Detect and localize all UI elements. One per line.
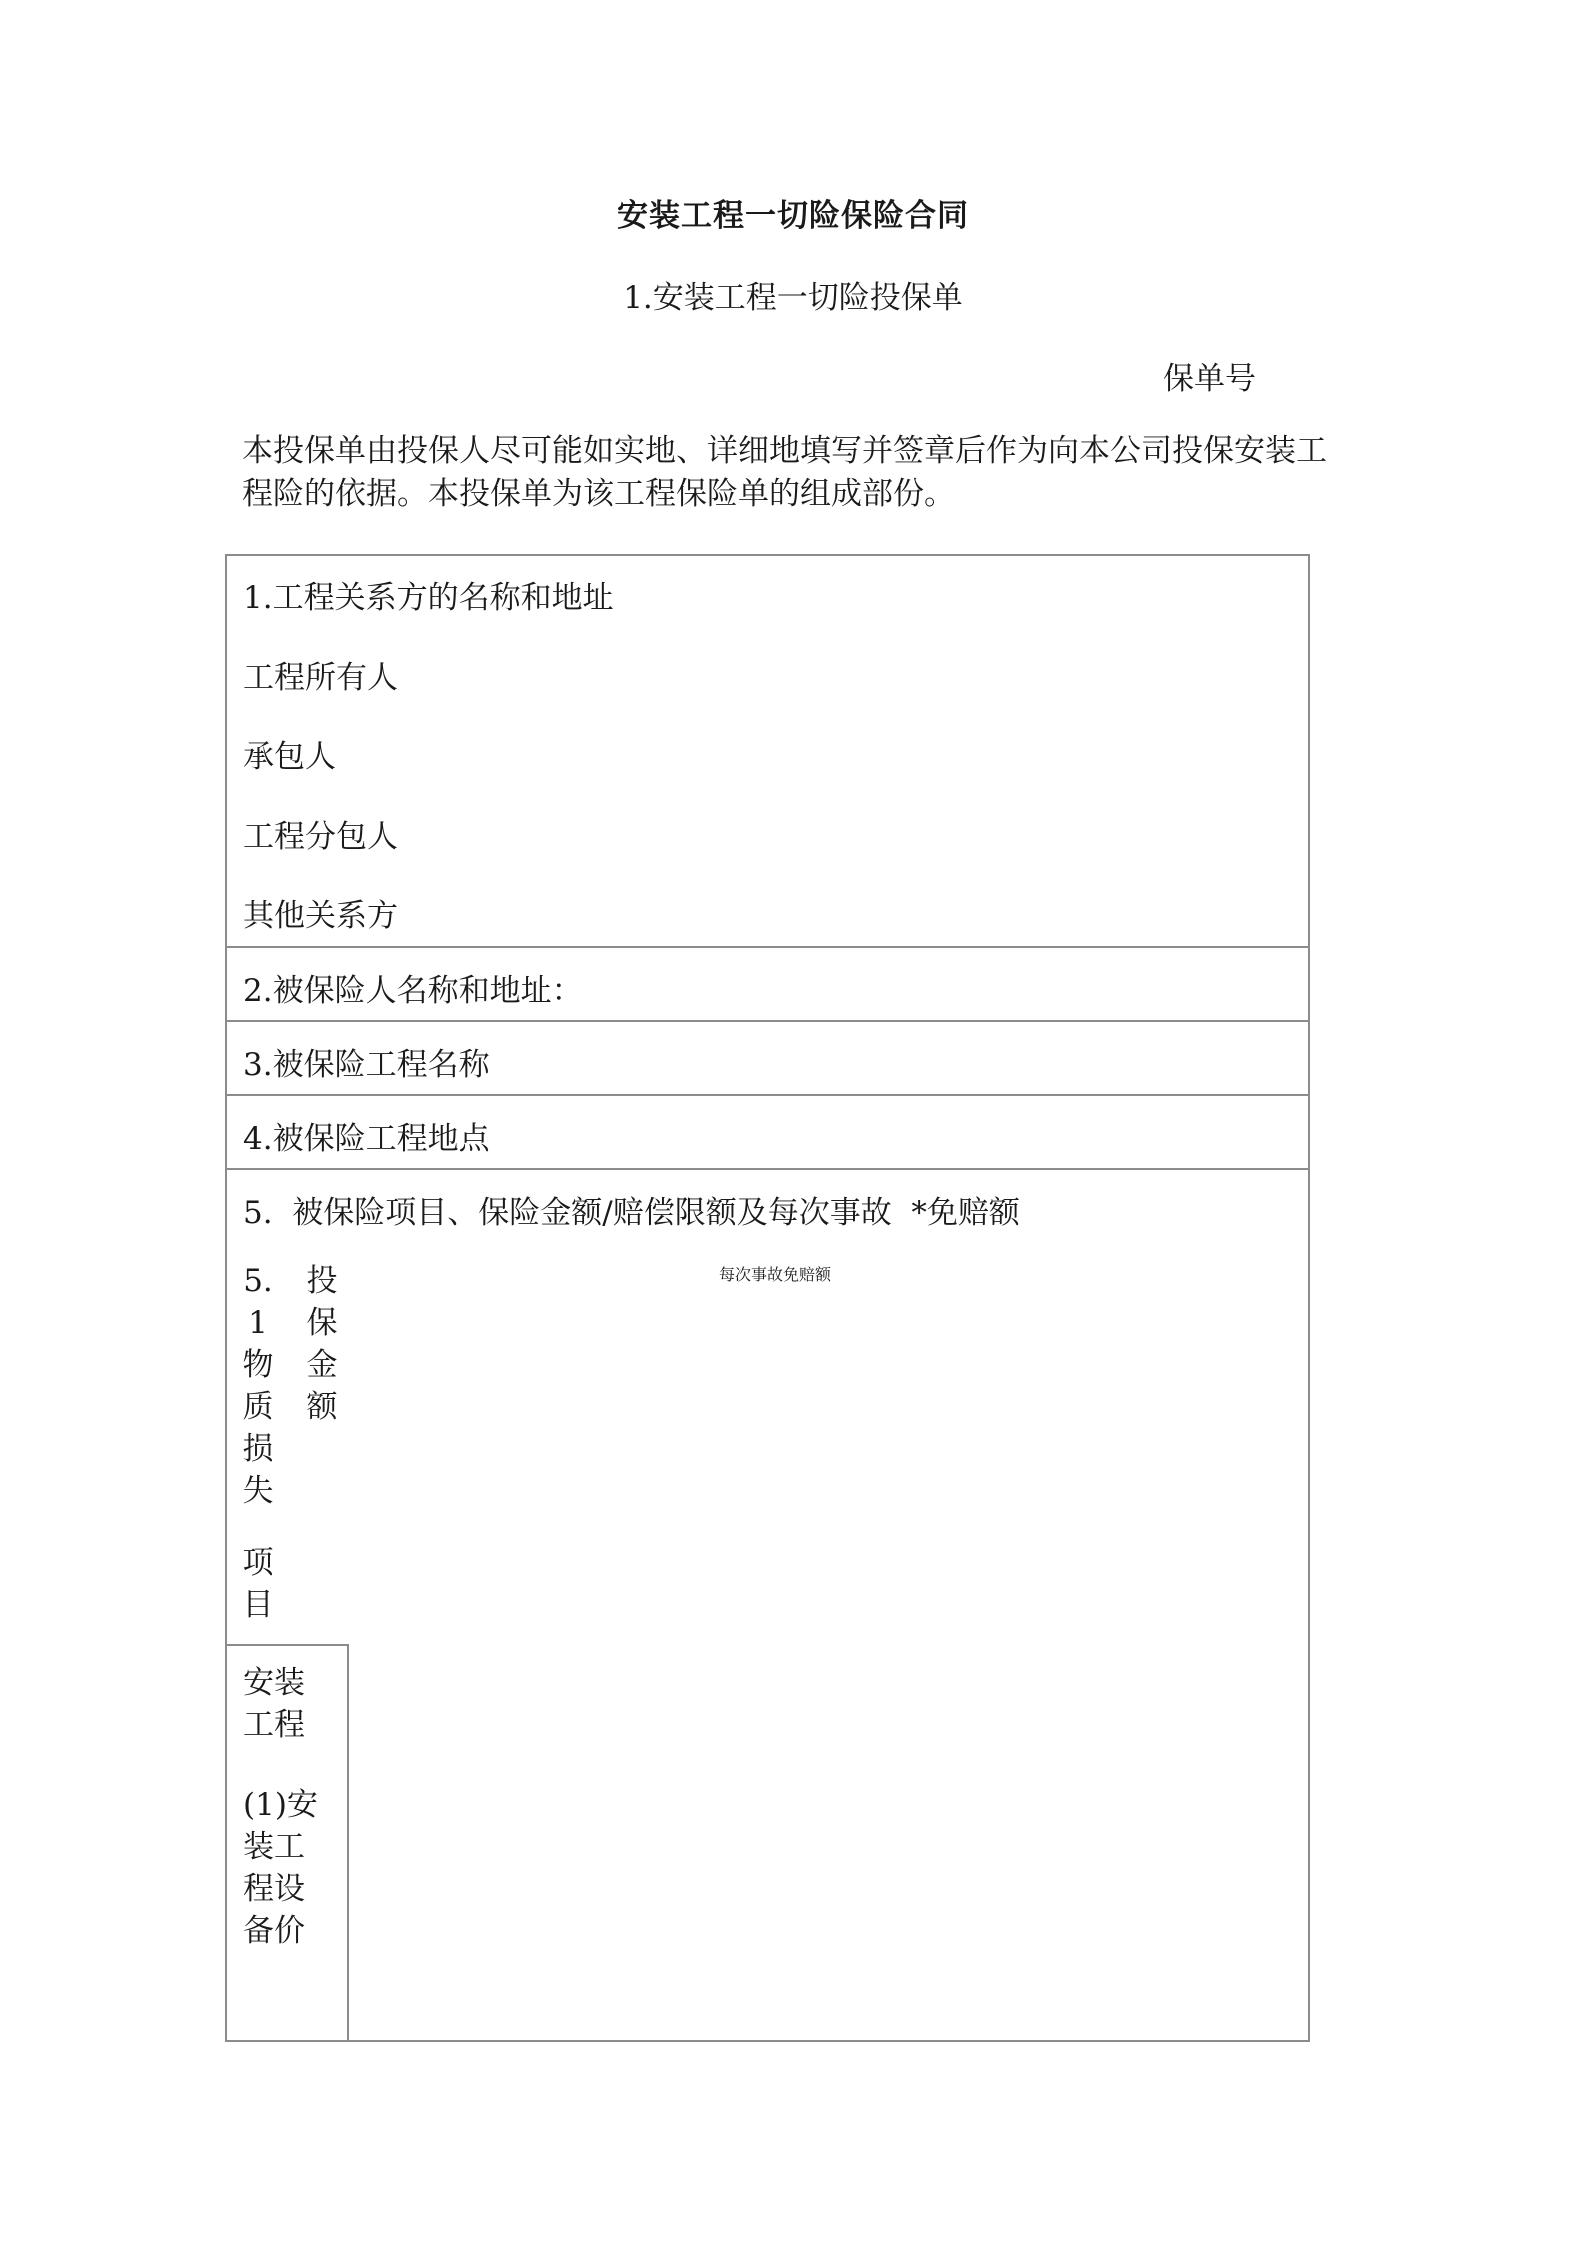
subcontractor-label: 工程分包人 xyxy=(243,819,398,855)
contractor-label: 承包人 xyxy=(243,739,336,775)
section-insured xyxy=(227,948,1308,1022)
other-parties-label: 其他关系方 xyxy=(243,898,398,934)
section-project-name xyxy=(227,1022,1308,1096)
application-form-table xyxy=(225,554,1310,2042)
section-insured-items xyxy=(227,1170,1308,1242)
owner-label: 工程所有人 xyxy=(243,660,398,696)
material-damage-label: 5. 1 物 质 损 失 xyxy=(242,1263,274,1509)
install-project-heading: 安装工程 xyxy=(243,1665,305,1743)
insured-name-address-label: 2.被保险人名称和地址： xyxy=(243,973,583,1009)
insured-items-heading: 5. 被保险项目、保险金额/赔偿限额及每次事故 *免赔额 xyxy=(243,1195,1020,1231)
form-subtitle: 1.安装工程一切险投保单 xyxy=(623,280,963,316)
section-project-location xyxy=(227,1096,1308,1170)
deductible-header: 每次事故免赔额 xyxy=(719,1265,832,1284)
project-name-label: 3.被保险工程名称 xyxy=(243,1047,490,1083)
install-equipment-value-label: (1)安装工程设备价 xyxy=(243,1787,318,1949)
section-parties-heading: 1.工程关系方的名称和地址 xyxy=(243,580,614,616)
policy-number-label: 保单号 xyxy=(1163,361,1256,397)
intro-line-1: 本投保单由投保人尽可能如实地、详细地填写并签章后作为向本公司投保安装工 xyxy=(242,433,1327,469)
sum-insured-label: 投 保 金 额 xyxy=(306,1263,338,1425)
project-location-label: 4.被保险工程地点 xyxy=(243,1121,490,1157)
install-project-cell xyxy=(227,1644,349,2042)
section-parties xyxy=(227,556,1308,948)
intro-line-2: 程险的依据。本投保单为该工程保险单的组成部份。 xyxy=(242,476,955,512)
intro-paragraph xyxy=(242,430,1362,516)
items-label: 项 目 xyxy=(242,1545,274,1623)
document-title: 安装工程一切险保险合同 xyxy=(617,198,969,234)
